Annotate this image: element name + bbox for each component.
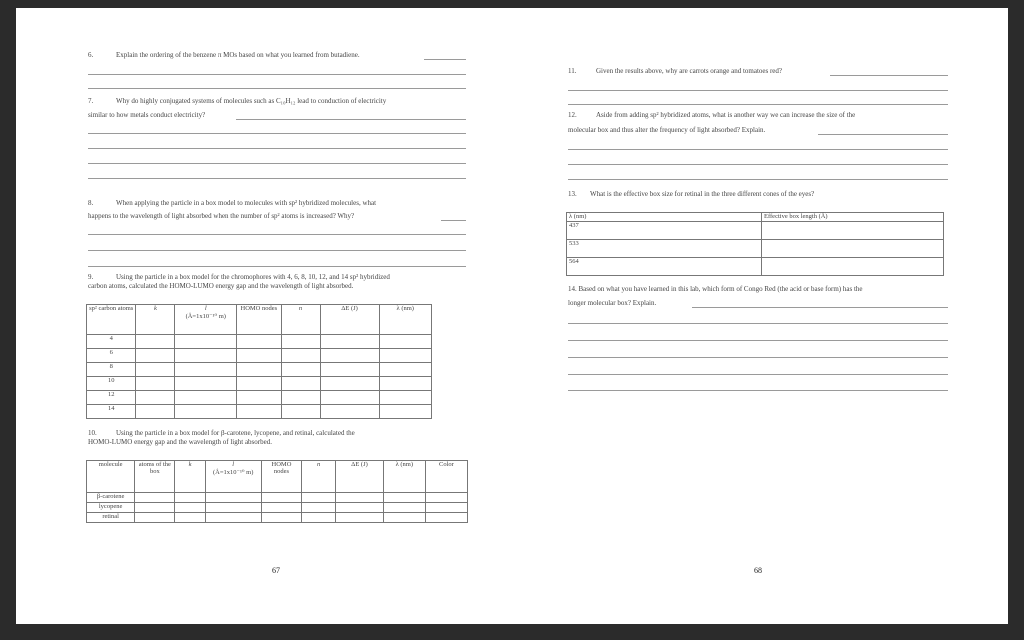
table-row [87, 493, 468, 503]
cell[interactable] [135, 503, 175, 513]
row-atoms-6: 6 [87, 349, 136, 363]
q9-text-line1: Using the particle in a box model for the chromophores with 4, 6, 8, 10, 12, and 14 sp² hybridized [116, 273, 390, 281]
table-row [87, 503, 468, 513]
table-row [87, 349, 432, 363]
q13-number: 13. [568, 190, 577, 198]
row-atoms-10: 10 [87, 377, 136, 391]
cell[interactable] [320, 349, 379, 363]
cell[interactable] [320, 405, 379, 419]
row-atoms-14: 14 [87, 405, 136, 419]
q12-answer-line[interactable] [568, 164, 948, 165]
table-row [87, 363, 432, 377]
cell[interactable] [379, 349, 431, 363]
cell[interactable] [762, 240, 944, 258]
cell[interactable] [302, 493, 336, 503]
q8-text-line2: happens to the wavelength of light absorbed when the number of sp² atoms is increased? Why? [88, 212, 355, 220]
cell[interactable] [320, 391, 379, 405]
cell[interactable] [237, 349, 281, 363]
q9-number: 9. [88, 273, 94, 281]
col-molecule: molecule [87, 461, 135, 493]
q7-answer-line[interactable] [88, 148, 466, 149]
q12-number: 12. [568, 111, 577, 119]
q11-answer-line[interactable] [568, 90, 948, 91]
cell[interactable] [136, 335, 175, 349]
cell[interactable] [281, 349, 320, 363]
cell[interactable] [336, 513, 384, 523]
cell[interactable] [261, 513, 301, 523]
cell[interactable] [302, 513, 336, 523]
col-delta-e: ΔE (J) [336, 461, 384, 493]
q14-text-line1: 14. Based on what you have learned in this lab, which form of Congo Red (the acid or base form) has the [568, 285, 863, 293]
cell[interactable] [261, 493, 301, 503]
table-row [567, 222, 944, 240]
table-row [87, 377, 432, 391]
table-q10 [86, 460, 468, 523]
cell[interactable] [205, 503, 261, 513]
page-68 [512, 8, 1008, 624]
cell[interactable] [237, 363, 281, 377]
q14-answer-line[interactable] [568, 340, 948, 341]
col-l [175, 305, 237, 335]
q8-answer-line[interactable] [441, 220, 466, 221]
cell[interactable] [762, 258, 944, 276]
q6-number: 6. [88, 51, 94, 59]
q12-text-line2: molecular box and thus alter the frequency of light absorbed? Explain. [568, 126, 766, 134]
cell[interactable] [175, 349, 237, 363]
q6-answer-line[interactable] [88, 88, 466, 89]
q9-text-line2: carbon atoms, calculated the HOMO-LUMO energy gap and the wavelength of light absorbed. [88, 282, 354, 290]
row-retinal: retinal [87, 513, 135, 523]
cell[interactable] [379, 391, 431, 405]
table-q9 [86, 304, 432, 419]
q11-answer-line[interactable] [830, 75, 948, 76]
table-header-row [567, 213, 944, 222]
col-l [205, 461, 261, 493]
q7-text-line1: Why do highly conjugated systems of molecules such as C₁₀H₁₂ lead to conduction of electricity [116, 97, 387, 105]
col-homo-nodes: HOMO nodes [261, 461, 301, 493]
q14-answer-line[interactable] [568, 374, 948, 375]
q14-answer-line[interactable] [568, 357, 948, 358]
col-k: k [136, 305, 175, 335]
col-lambda: λ (nm) [567, 213, 762, 222]
col-l-unit: (Å=1x10⁻¹⁰ m) [213, 469, 254, 476]
cell[interactable] [136, 377, 175, 391]
q7-number: 7. [88, 97, 94, 105]
col-effective-box-length: Effective box length (Å) [762, 213, 944, 222]
q14-answer-line[interactable] [692, 307, 948, 308]
row-atoms-8: 8 [87, 363, 136, 377]
col-l-symbol: l [204, 305, 207, 312]
cell[interactable] [237, 335, 281, 349]
cell[interactable] [175, 503, 205, 513]
cell[interactable] [136, 363, 175, 377]
row-atoms-4: 4 [87, 335, 136, 349]
table-row [567, 240, 944, 258]
cell[interactable] [135, 513, 175, 523]
col-color: Color [425, 461, 467, 493]
col-atoms-of-box: atoms of the box [135, 461, 175, 493]
cell[interactable] [336, 493, 384, 503]
row-lambda-533: 533 [567, 240, 762, 258]
cell[interactable] [136, 349, 175, 363]
q12-answer-line[interactable] [568, 149, 948, 150]
table-row [87, 391, 432, 405]
col-lambda: λ (nm) [383, 461, 425, 493]
cell[interactable] [379, 335, 431, 349]
q14-answer-line[interactable] [568, 390, 948, 391]
cell[interactable] [281, 391, 320, 405]
q6-text: Explain the ordering of the benzene π MOs based on what you learned from butadiene. [116, 51, 360, 59]
q7-answer-line[interactable] [236, 119, 466, 120]
q10-text-line2: HOMO-LUMO energy gap and the wavelength of light absorbed. [88, 438, 272, 446]
table-row [87, 513, 468, 523]
col-sp2-atoms: sp² carbon atoms [87, 305, 136, 335]
row-lycopene: lycopene [87, 503, 135, 513]
row-lambda-564: 564 [567, 258, 762, 276]
q14-text-line2: longer molecular box? Explain. [568, 299, 657, 307]
cell[interactable] [237, 377, 281, 391]
table-row [87, 335, 432, 349]
q13-text: What is the effective box size for retinal in the three different cones of the eyes? [590, 190, 815, 198]
cell[interactable] [205, 493, 261, 503]
cell[interactable] [425, 493, 467, 503]
page-67 [16, 8, 512, 624]
q7-text-line2: similar to how metals conduct electricity? [88, 111, 206, 119]
cell[interactable] [320, 377, 379, 391]
q11-text: Given the results above, why are carrots orange and tomatoes red? [596, 67, 783, 75]
cell[interactable] [379, 405, 431, 419]
cell[interactable] [762, 222, 944, 240]
table-q13 [566, 212, 944, 276]
cell[interactable] [136, 405, 175, 419]
cell[interactable] [281, 405, 320, 419]
q8-answer-line[interactable] [88, 266, 466, 267]
col-homo-nodes: HOMO nodes [237, 305, 281, 335]
cell[interactable] [320, 335, 379, 349]
cell[interactable] [175, 405, 237, 419]
q11-number: 11. [568, 67, 577, 75]
cell[interactable] [205, 513, 261, 523]
table-row [567, 258, 944, 276]
table-row [87, 405, 432, 419]
col-lambda: λ (nm) [379, 305, 431, 335]
cell[interactable] [379, 363, 431, 377]
col-delta-e: ΔE (J) [320, 305, 379, 335]
cell[interactable] [237, 391, 281, 405]
cell[interactable] [281, 363, 320, 377]
q12-text-line1: Aside from adding sp² hybridized atoms, what is another way we can increase the size of the [596, 111, 856, 119]
q11-answer-line[interactable] [568, 104, 948, 105]
q8-text-line1: When applying the particle in a box model to molecules with sp² hybridized molecules, what [116, 199, 377, 207]
cell[interactable] [175, 513, 205, 523]
q10-text-line1: Using the particle in a box model for β-carotene, lycopene, and retinal, calculated the [116, 429, 355, 437]
col-l-unit: (Å=1x10⁻¹⁰ m) [185, 313, 226, 320]
row-lambda-437: 437 [567, 222, 762, 240]
row-beta-carotene: β-carotene [87, 493, 135, 503]
cell[interactable] [281, 377, 320, 391]
cell[interactable] [425, 503, 467, 513]
cell[interactable] [320, 363, 379, 377]
page-number: 68 [754, 566, 762, 575]
q7-answer-line[interactable] [88, 133, 466, 134]
col-n: n [302, 461, 336, 493]
cell[interactable] [175, 391, 237, 405]
q8-answer-line[interactable] [88, 250, 466, 251]
cell[interactable] [135, 493, 175, 503]
col-l-symbol: l [232, 461, 235, 468]
col-n: n [281, 305, 320, 335]
row-atoms-12: 12 [87, 391, 136, 405]
cell[interactable] [175, 363, 237, 377]
cell[interactable] [425, 513, 467, 523]
q8-number: 8. [88, 199, 94, 207]
q10-number: 10. [88, 429, 97, 437]
cell[interactable] [237, 405, 281, 419]
q6-answer-line[interactable] [424, 59, 466, 60]
cell[interactable] [336, 503, 384, 513]
q12-answer-line[interactable] [818, 134, 948, 135]
q6-answer-line[interactable] [88, 74, 466, 75]
q8-answer-line[interactable] [88, 234, 466, 235]
q12-answer-line[interactable] [568, 179, 948, 180]
q7-answer-line[interactable] [88, 163, 466, 164]
cell[interactable] [383, 503, 425, 513]
table-header-row [87, 461, 468, 493]
cell[interactable] [379, 377, 431, 391]
cell[interactable] [175, 335, 237, 349]
cell[interactable] [175, 377, 237, 391]
cell[interactable] [302, 503, 336, 513]
cell[interactable] [281, 335, 320, 349]
cell[interactable] [383, 513, 425, 523]
col-k: k [175, 461, 205, 493]
cell[interactable] [136, 391, 175, 405]
cell[interactable] [261, 503, 301, 513]
table-header-row [87, 305, 432, 335]
page-number: 67 [272, 566, 280, 575]
q7-answer-line[interactable] [88, 178, 466, 179]
q14-answer-line[interactable] [568, 323, 948, 324]
cell[interactable] [383, 493, 425, 503]
cell[interactable] [175, 493, 205, 503]
